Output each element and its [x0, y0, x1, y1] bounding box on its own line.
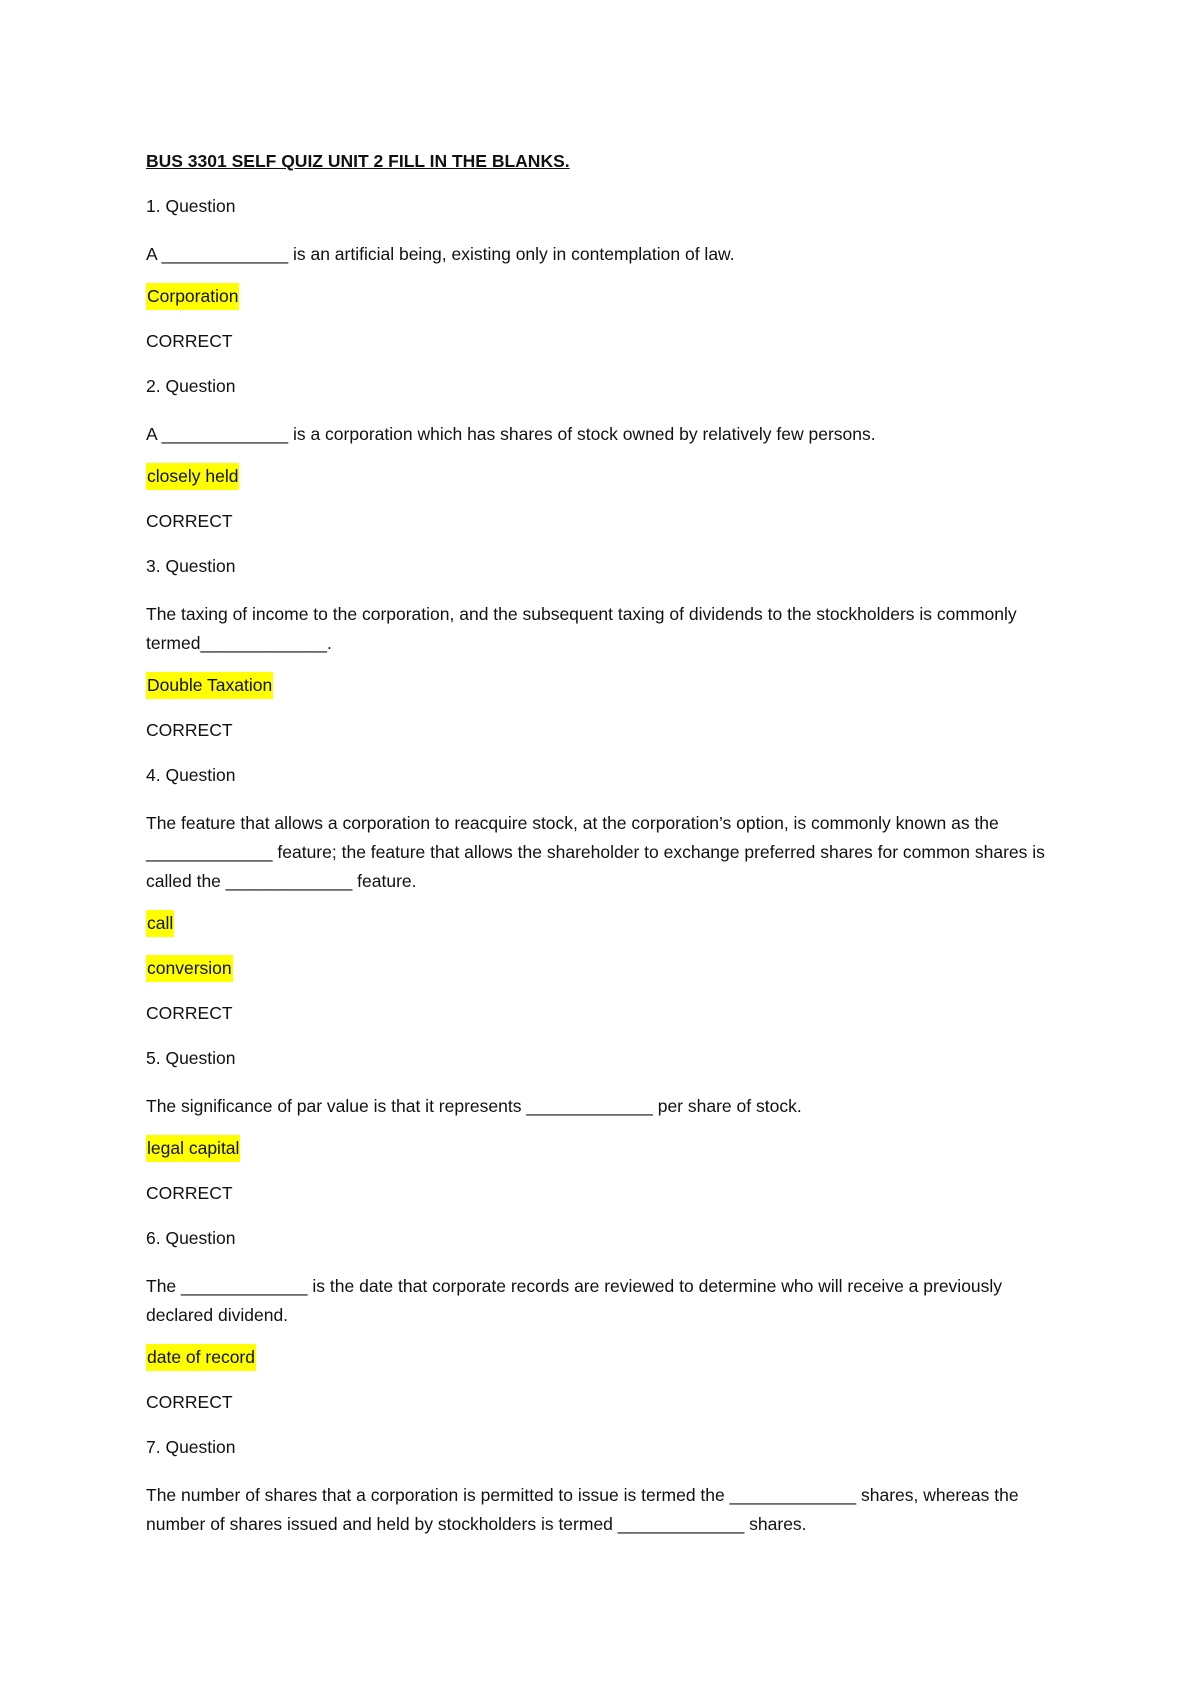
highlighted-answer: Double Taxation: [146, 672, 273, 699]
question-text: The significance of par value is that it represents _____________ per share of stock.: [146, 1096, 802, 1116]
result-status: CORRECT: [146, 331, 233, 351]
question-list: [146, 195, 1066, 1539]
question-number: 3. Question: [146, 556, 236, 576]
question-text: The _____________ is the date that corporate records are reviewed to determine who will receive a previously declared dividend.: [146, 1276, 1007, 1325]
result-status: CORRECT: [146, 511, 233, 531]
highlighted-answer: conversion: [146, 955, 233, 982]
highlighted-answer: closely held: [146, 463, 239, 490]
question-number: 5. Question: [146, 1048, 236, 1068]
question-number: 7. Question: [146, 1437, 236, 1457]
question-number: 6. Question: [146, 1228, 236, 1248]
highlighted-answer: Corporation: [146, 283, 239, 310]
question-text: The number of shares that a corporation is permitted to issue is termed the _____________ shares, whereas the number of shares issued and held by stockholders is termed _____________ shares.: [146, 1485, 1024, 1534]
highlighted-answer: date of record: [146, 1344, 256, 1371]
question-text: The taxing of income to the corporation, and the subsequent taxing of dividends to the stockholders is commonly termed_____________.: [146, 604, 1022, 653]
answer-line: [146, 674, 1066, 696]
answer-line: [146, 465, 1066, 487]
result-status: CORRECT: [146, 1003, 233, 1023]
answer-line: [146, 285, 1066, 307]
question-number: 2. Question: [146, 376, 236, 396]
answer-line: [146, 1346, 1066, 1368]
answer-line: [146, 957, 1066, 979]
question-text: A _____________ is an artificial being, existing only in contemplation of law.: [146, 244, 735, 264]
document-title: BUS 3301 SELF QUIZ UNIT 2 FILL IN THE BLANKS.: [146, 151, 570, 171]
question-block: [146, 555, 1066, 741]
result-status: CORRECT: [146, 1392, 233, 1412]
question-block: [146, 1227, 1066, 1413]
highlighted-answer: call: [146, 910, 174, 937]
question-block: [146, 195, 1066, 352]
question-text: The feature that allows a corporation to reacquire stock, at the corporation’s option, is commonly known as the _____________ feature; the feature that allows the shareholder to exchange preferred shares for common shares is called the _____________ feature.: [146, 813, 1050, 891]
answer-line: [146, 912, 1066, 934]
result-status: CORRECT: [146, 720, 233, 740]
document-page: [146, 150, 1066, 1555]
result-status: CORRECT: [146, 1183, 233, 1203]
question-block: [146, 375, 1066, 532]
question-block: [146, 1436, 1066, 1539]
question-block: [146, 1047, 1066, 1204]
answer-line: [146, 1137, 1066, 1159]
question-text: A _____________ is a corporation which has shares of stock owned by relatively few persons.: [146, 424, 876, 444]
question-number: 4. Question: [146, 765, 236, 785]
question-number: 1. Question: [146, 196, 236, 216]
question-block: [146, 764, 1066, 1024]
highlighted-answer: legal capital: [146, 1135, 240, 1162]
